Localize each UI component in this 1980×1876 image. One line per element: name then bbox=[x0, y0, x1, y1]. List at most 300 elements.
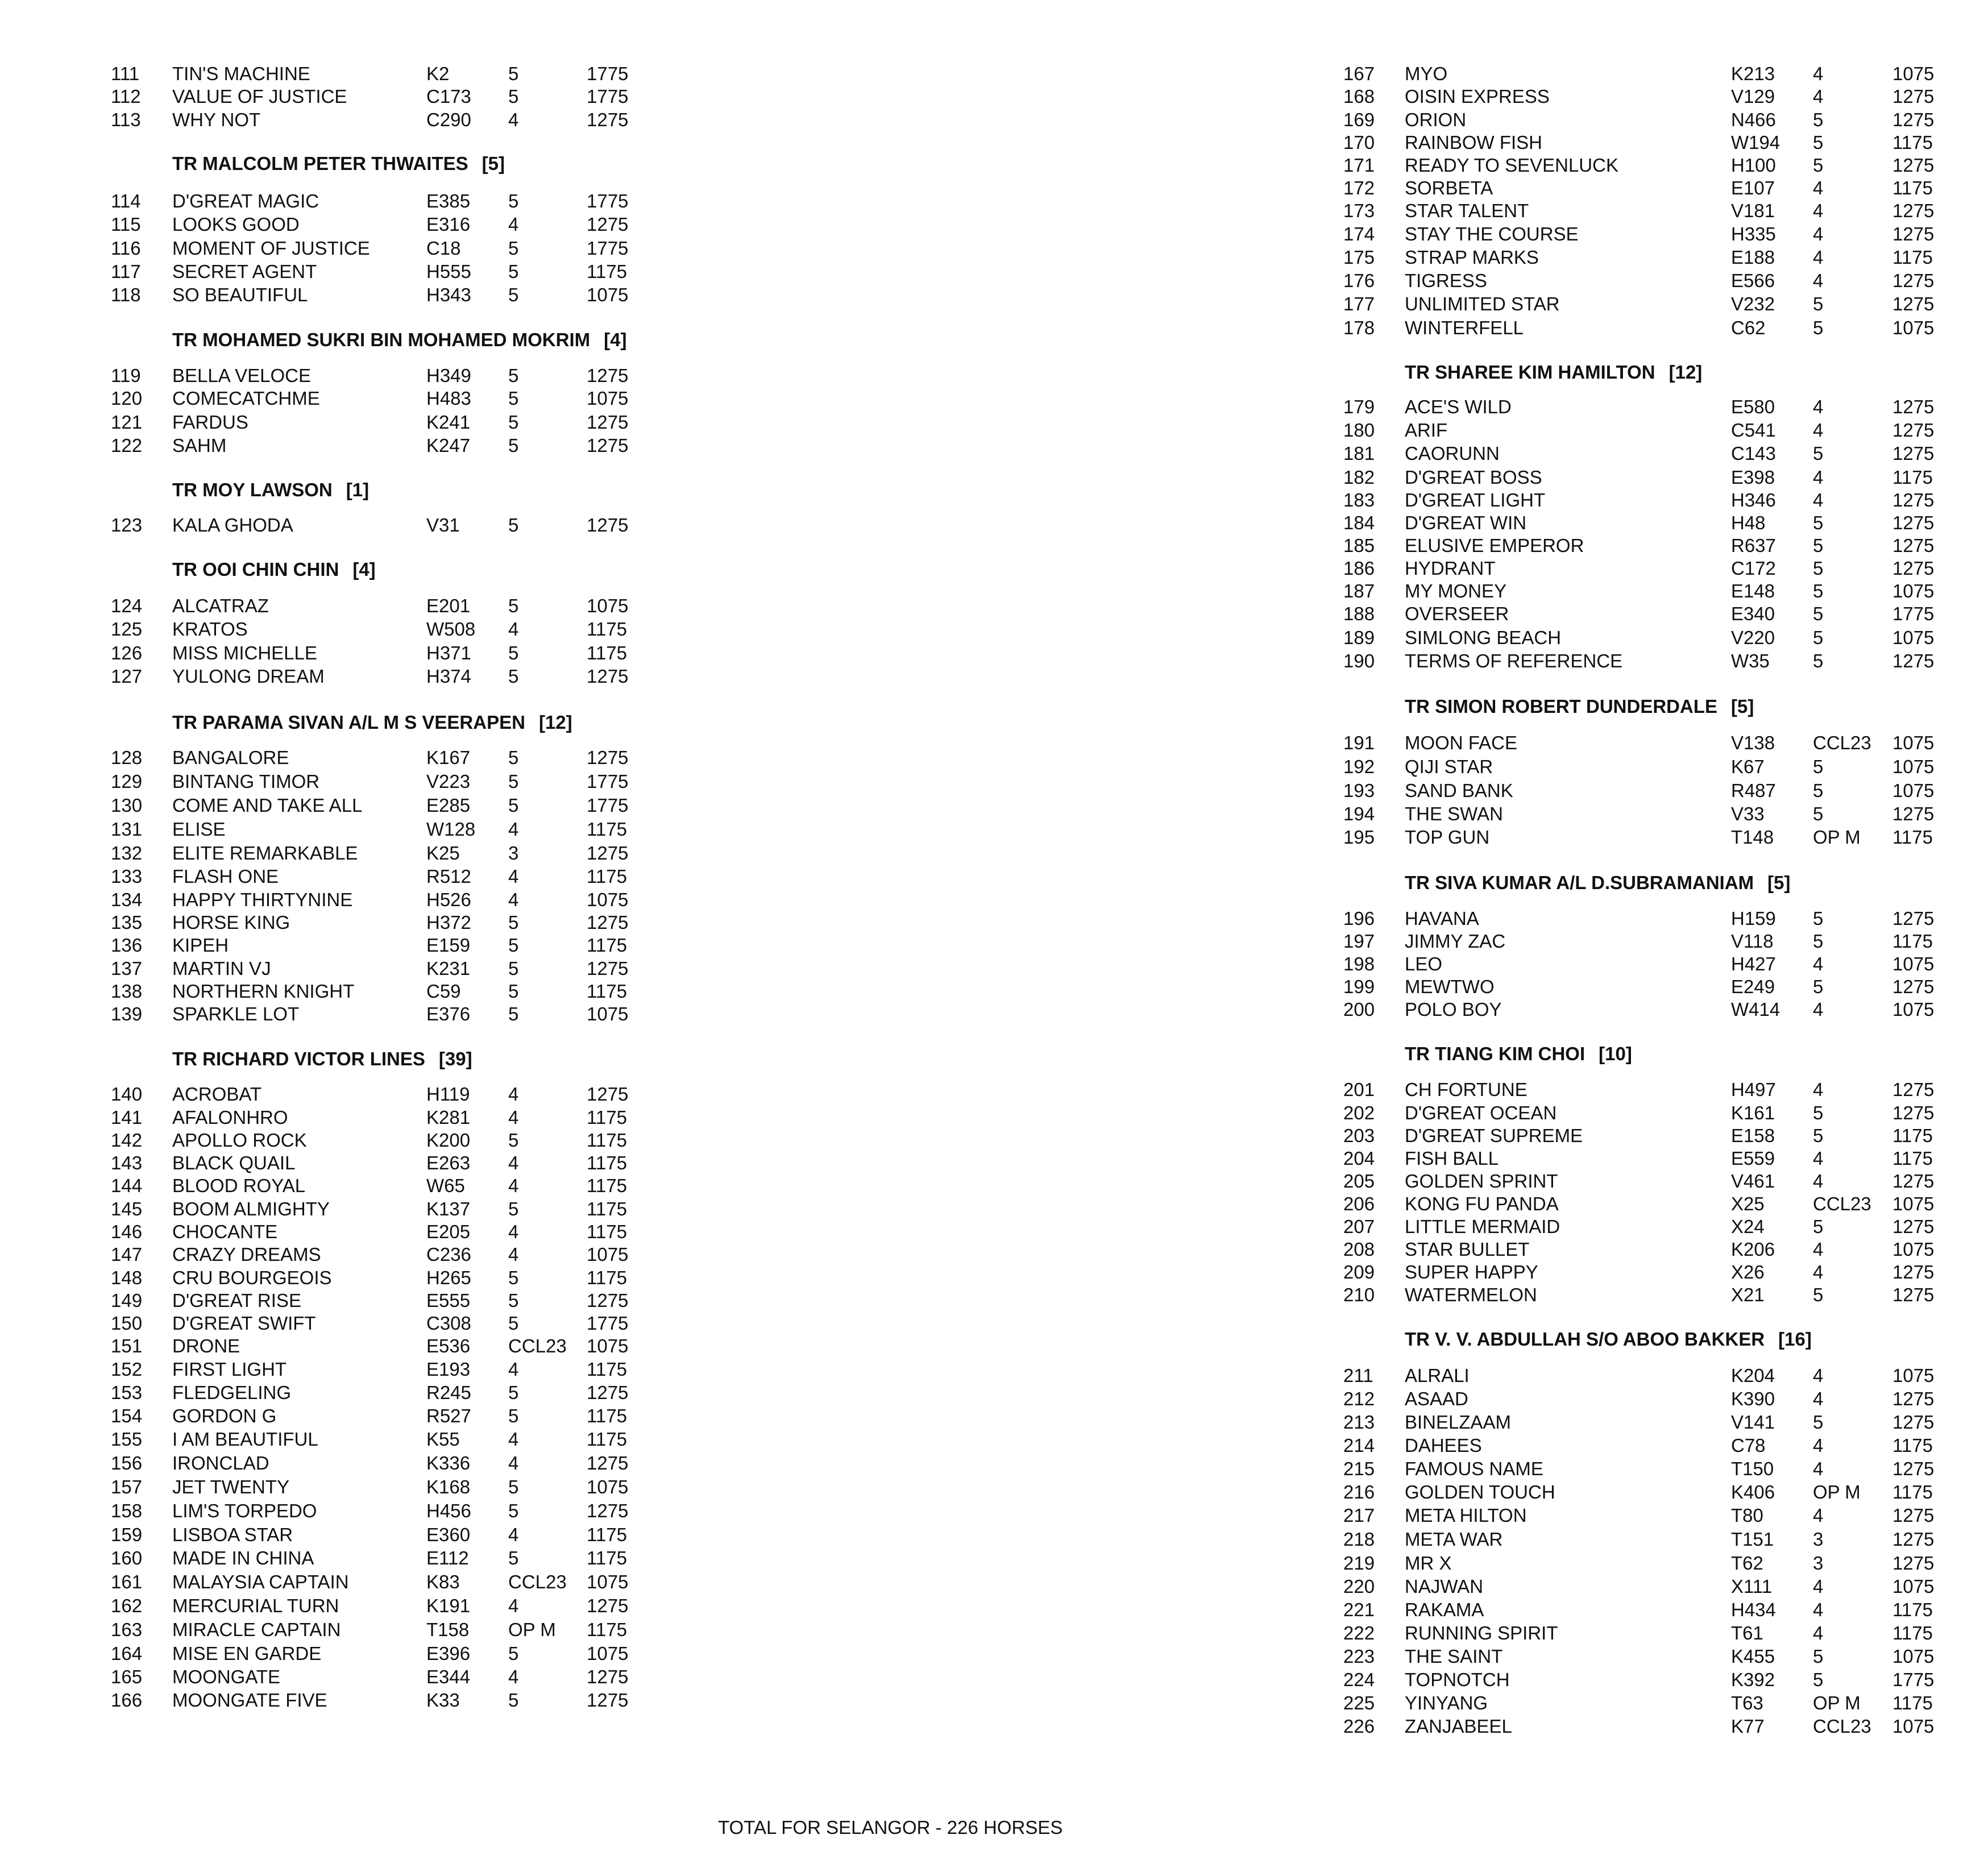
horse-rating: 4 bbox=[1813, 489, 1824, 510]
horse-name: STRAP MARKS bbox=[1405, 247, 1539, 268]
horse-value: 1275 bbox=[1892, 1388, 1935, 1409]
horse-code: H555 bbox=[426, 261, 471, 282]
horse-rating: 5 bbox=[508, 771, 519, 792]
horse-name: ELITE REMARKABLE bbox=[172, 842, 358, 864]
horse-row bbox=[1343, 1528, 1980, 1551]
horse-name: SAND BANK bbox=[1405, 780, 1513, 801]
horse-rating: 3 bbox=[1813, 1529, 1824, 1550]
horse-code: E112 bbox=[426, 1547, 469, 1568]
entry-number: 201 bbox=[1343, 1079, 1375, 1100]
horse-value: 1175 bbox=[587, 261, 627, 282]
horse-count: [5] bbox=[1767, 872, 1791, 893]
horse-row bbox=[1343, 557, 1980, 580]
horse-code: K241 bbox=[426, 412, 471, 433]
horse-value: 1075 bbox=[1892, 317, 1935, 338]
horse-name: KRATOS bbox=[172, 619, 248, 640]
horse-rating: 4 bbox=[1813, 270, 1824, 291]
horse-code: E249 bbox=[1731, 976, 1775, 997]
horse-rating: 5 bbox=[1813, 1669, 1824, 1690]
horse-row bbox=[111, 794, 748, 817]
horse-name: BINTANG TIMOR bbox=[172, 771, 320, 792]
entry-number: 191 bbox=[1343, 732, 1375, 753]
entry-number: 198 bbox=[1343, 953, 1375, 974]
horse-count: [4] bbox=[352, 559, 376, 580]
horse-value: 1175 bbox=[1892, 1148, 1933, 1169]
horse-name: CH FORTUNE bbox=[1405, 1079, 1527, 1100]
horse-code: E398 bbox=[1731, 467, 1775, 488]
horse-name: ZANJABEEL bbox=[1405, 1716, 1512, 1737]
horse-value: 1275 bbox=[587, 958, 629, 979]
horse-value: 1075 bbox=[1892, 580, 1935, 601]
horse-count: [4] bbox=[604, 329, 627, 350]
trainer-name: TR MALCOLM PETER THWAITES bbox=[172, 153, 468, 174]
trainer-header bbox=[172, 711, 572, 734]
entry-number: 133 bbox=[111, 866, 143, 887]
horse-name: ORION bbox=[1405, 109, 1467, 130]
entry-number: 199 bbox=[1343, 976, 1375, 997]
horse-name: SECRET AGENT bbox=[172, 261, 317, 282]
horse-rating: 5 bbox=[1813, 756, 1824, 777]
horse-code: K55 bbox=[426, 1429, 460, 1450]
horse-code: E340 bbox=[1731, 603, 1775, 624]
horse-rating: 5 bbox=[508, 1290, 519, 1311]
horse-row bbox=[1343, 1284, 1980, 1306]
entry-number: 120 bbox=[111, 388, 143, 409]
entry-number: 162 bbox=[111, 1595, 143, 1616]
entry-number: 171 bbox=[1343, 155, 1375, 176]
entry-number: 219 bbox=[1343, 1553, 1375, 1574]
horse-rating: 4 bbox=[1813, 200, 1824, 221]
horse-rating: CCL23 bbox=[1813, 732, 1871, 753]
horse-value: 1075 bbox=[1892, 1193, 1935, 1214]
horse-rating: 5 bbox=[508, 795, 519, 816]
entry-number: 125 bbox=[111, 619, 143, 640]
horse-name: IRONCLAD bbox=[172, 1452, 269, 1474]
horse-code: V31 bbox=[426, 514, 460, 536]
horse-rating: 5 bbox=[508, 981, 519, 1002]
horse-value: 1075 bbox=[587, 595, 629, 616]
horse-row bbox=[111, 1381, 748, 1404]
horse-code: V220 bbox=[1731, 627, 1775, 648]
horse-value: 1775 bbox=[587, 771, 629, 792]
entry-number: 205 bbox=[1343, 1171, 1375, 1192]
horse-rating: 4 bbox=[1813, 467, 1824, 488]
horse-value: 1275 bbox=[587, 435, 629, 456]
horse-row bbox=[1343, 223, 1980, 246]
horse-value: 1275 bbox=[1892, 512, 1935, 533]
horse-code: T61 bbox=[1731, 1622, 1763, 1643]
horse-value: 1075 bbox=[1892, 732, 1935, 753]
horse-code: H372 bbox=[426, 912, 471, 933]
horse-row bbox=[1343, 1715, 1980, 1738]
horse-value: 1775 bbox=[1892, 603, 1935, 624]
horse-row bbox=[1343, 603, 1980, 625]
horse-rating: 5 bbox=[1813, 1102, 1824, 1123]
horse-rating: 4 bbox=[1813, 396, 1824, 417]
horse-value: 1275 bbox=[587, 214, 629, 235]
horse-value: 1175 bbox=[587, 1619, 627, 1640]
horse-row bbox=[111, 1106, 748, 1129]
horse-name: MR X bbox=[1405, 1553, 1452, 1574]
horse-rating: 4 bbox=[508, 1666, 519, 1687]
horse-rating: 5 bbox=[1813, 580, 1824, 601]
horse-code: T148 bbox=[1731, 827, 1774, 848]
horse-row bbox=[111, 618, 748, 641]
horse-row bbox=[1343, 1504, 1980, 1527]
horse-rating: 5 bbox=[508, 63, 519, 84]
entry-number: 210 bbox=[1343, 1284, 1375, 1305]
trainer-name: TR RICHARD VICTOR LINES bbox=[172, 1048, 425, 1069]
entry-number: 151 bbox=[111, 1335, 143, 1356]
horse-code: K206 bbox=[1731, 1239, 1775, 1260]
horse-code: H349 bbox=[426, 365, 471, 386]
horse-value: 1775 bbox=[587, 238, 629, 259]
horse-row bbox=[111, 109, 748, 131]
horse-name: YULONG DREAM bbox=[172, 666, 325, 687]
horse-value: 1175 bbox=[1892, 931, 1933, 952]
entry-number: 196 bbox=[1343, 908, 1375, 929]
horse-name: META HILTON bbox=[1405, 1505, 1527, 1526]
horse-row bbox=[1343, 512, 1980, 534]
trainer-header bbox=[1405, 361, 1702, 384]
horse-value: 1175 bbox=[587, 1152, 627, 1173]
horse-row bbox=[111, 842, 748, 865]
horse-rating: 4 bbox=[508, 1175, 519, 1196]
horse-row bbox=[111, 1267, 748, 1289]
horse-name: STAR BULLET bbox=[1405, 1239, 1530, 1260]
horse-rating: 5 bbox=[508, 1690, 519, 1711]
horse-name: WINTERFELL bbox=[1405, 317, 1524, 338]
horse-value: 1175 bbox=[1892, 1435, 1933, 1456]
horse-row bbox=[1343, 930, 1980, 953]
horse-name: THE SWAN bbox=[1405, 803, 1503, 824]
horse-value: 1275 bbox=[587, 747, 629, 768]
horse-name: STAR TALENT bbox=[1405, 200, 1529, 221]
horse-value: 1275 bbox=[1892, 200, 1935, 221]
horse-code: T150 bbox=[1731, 1458, 1774, 1479]
horse-code: E566 bbox=[1731, 270, 1775, 291]
entry-number: 118 bbox=[111, 284, 141, 305]
entry-number: 181 bbox=[1343, 443, 1375, 464]
horse-code: K231 bbox=[426, 958, 471, 979]
horse-name: MIRACLE CAPTAIN bbox=[172, 1619, 341, 1640]
horse-rating: 4 bbox=[1813, 223, 1824, 244]
horse-rating: 5 bbox=[508, 1198, 519, 1219]
horse-rating: 5 bbox=[508, 365, 519, 386]
horse-rating: 4 bbox=[508, 619, 519, 640]
horse-code: K200 bbox=[426, 1130, 471, 1151]
entry-number: 123 bbox=[111, 514, 143, 536]
horse-value: 1275 bbox=[1892, 558, 1935, 579]
horse-code: K25 bbox=[426, 842, 460, 864]
horse-row bbox=[1343, 1364, 1980, 1387]
horse-value: 1075 bbox=[1892, 1239, 1935, 1260]
horse-row bbox=[111, 364, 748, 387]
entry-number: 142 bbox=[111, 1130, 143, 1151]
horse-name: TIGRESS bbox=[1405, 270, 1487, 291]
entry-number: 202 bbox=[1343, 1102, 1375, 1123]
total-summary: TOTAL FOR SELANGOR - 226 HORSES bbox=[718, 1817, 1063, 1838]
horse-code: H526 bbox=[426, 889, 471, 910]
entry-number: 177 bbox=[1343, 293, 1375, 314]
horse-value: 1175 bbox=[1892, 1692, 1933, 1713]
horse-value: 1275 bbox=[587, 842, 629, 864]
horse-rating: 4 bbox=[508, 1221, 519, 1242]
entry-number: 213 bbox=[1343, 1412, 1375, 1433]
entry-number: 211 bbox=[1343, 1365, 1373, 1386]
horse-code: E158 bbox=[1731, 1125, 1775, 1146]
horse-row bbox=[1343, 1124, 1980, 1147]
horse-count: [5] bbox=[1731, 696, 1754, 717]
horse-code: E536 bbox=[426, 1335, 471, 1356]
trainer-name: TR PARAMA SIVAN A/L M S VEERAPEN bbox=[172, 712, 525, 733]
horse-row bbox=[1343, 131, 1980, 154]
horse-name: MEWTWO bbox=[1405, 976, 1495, 997]
horse-name: D'GREAT RISE bbox=[172, 1290, 301, 1311]
horse-code: C290 bbox=[426, 109, 471, 130]
horse-row bbox=[1343, 246, 1980, 269]
horse-row bbox=[1343, 1552, 1980, 1575]
horse-count: [1] bbox=[346, 479, 370, 500]
horse-row bbox=[1343, 626, 1980, 649]
entry-number: 137 bbox=[111, 958, 143, 979]
horse-name: UNLIMITED STAR bbox=[1405, 293, 1560, 314]
horse-rating: 4 bbox=[1813, 1079, 1824, 1100]
horse-rating: 3 bbox=[508, 842, 519, 864]
horse-value: 1175 bbox=[587, 1198, 627, 1219]
entry-number: 209 bbox=[1343, 1261, 1375, 1283]
horse-name: SUPER HAPPY bbox=[1405, 1261, 1538, 1283]
horse-code: E396 bbox=[426, 1643, 471, 1664]
horse-code: H434 bbox=[1731, 1599, 1776, 1620]
horse-name: MERCURIAL TURN bbox=[172, 1595, 339, 1616]
entry-number: 206 bbox=[1343, 1193, 1375, 1214]
horse-value: 1175 bbox=[1892, 1622, 1933, 1643]
horse-value: 1275 bbox=[587, 1500, 629, 1521]
horse-row bbox=[111, 1312, 748, 1335]
horse-name: I AM BEAUTIFUL bbox=[172, 1429, 318, 1450]
horse-code: H159 bbox=[1731, 908, 1776, 929]
horse-rating: 5 bbox=[1813, 512, 1824, 533]
horse-row bbox=[1343, 1170, 1980, 1193]
entry-number: 114 bbox=[111, 190, 141, 211]
horse-name: MADE IN CHINA bbox=[172, 1547, 314, 1568]
horse-code: W128 bbox=[426, 819, 476, 840]
horse-rating: 4 bbox=[508, 1107, 519, 1128]
horse-row bbox=[111, 190, 748, 213]
horse-row bbox=[111, 63, 748, 85]
horse-name: NORTHERN KNIGHT bbox=[172, 981, 355, 1002]
horse-row bbox=[111, 1289, 748, 1312]
horse-value: 1275 bbox=[1892, 1553, 1935, 1574]
horse-value: 1075 bbox=[1892, 627, 1935, 648]
horse-code: C308 bbox=[426, 1313, 471, 1334]
horse-row bbox=[111, 1595, 748, 1617]
horse-name: MALAYSIA CAPTAIN bbox=[172, 1571, 349, 1592]
horse-code: E559 bbox=[1731, 1148, 1775, 1169]
horse-row bbox=[111, 1003, 748, 1026]
horse-name: ACE'S WILD bbox=[1405, 396, 1512, 417]
entry-number: 175 bbox=[1343, 247, 1375, 268]
horse-rating: 5 bbox=[1813, 155, 1824, 176]
entry-number: 218 bbox=[1343, 1529, 1375, 1550]
entry-number: 139 bbox=[111, 1003, 143, 1024]
entry-number: 184 bbox=[1343, 512, 1375, 533]
horse-rating: 5 bbox=[1813, 443, 1824, 464]
horse-row bbox=[1343, 317, 1980, 339]
horse-value: 1275 bbox=[587, 1452, 629, 1474]
horse-name: D'GREAT LIGHT bbox=[1405, 489, 1546, 510]
horse-code: E360 bbox=[426, 1524, 471, 1545]
horse-code: K390 bbox=[1731, 1388, 1775, 1409]
horse-rating: 4 bbox=[508, 1152, 519, 1173]
entry-number: 130 bbox=[111, 795, 143, 816]
horse-row bbox=[111, 1547, 748, 1570]
entry-number: 116 bbox=[111, 238, 141, 259]
horse-code: V138 bbox=[1731, 732, 1775, 753]
horse-row bbox=[111, 1689, 748, 1712]
entry-number: 148 bbox=[111, 1267, 143, 1288]
horse-rating: 5 bbox=[508, 1382, 519, 1403]
horse-value: 1075 bbox=[1892, 1646, 1935, 1667]
horse-row bbox=[111, 957, 748, 980]
horse-row bbox=[1343, 177, 1980, 200]
trainer-name: TR SHAREE KIM HAMILTON bbox=[1405, 362, 1655, 383]
horse-code: E107 bbox=[1731, 177, 1775, 198]
horse-rating: 5 bbox=[508, 747, 519, 768]
horse-name: ELUSIVE EMPEROR bbox=[1405, 535, 1584, 556]
horse-code: H456 bbox=[426, 1500, 471, 1521]
horse-code: K406 bbox=[1731, 1481, 1775, 1503]
horse-name: AFALONHRO bbox=[172, 1107, 288, 1128]
trainer-name: TR MOY LAWSON bbox=[172, 479, 333, 500]
entry-number: 126 bbox=[111, 642, 143, 663]
horse-code: W35 bbox=[1731, 650, 1770, 671]
horse-rating: 5 bbox=[508, 261, 519, 282]
horse-rating: 4 bbox=[1813, 86, 1824, 107]
horse-name: JET TWENTY bbox=[172, 1476, 289, 1497]
entry-number: 150 bbox=[111, 1313, 143, 1334]
horse-code: E188 bbox=[1731, 247, 1775, 268]
horse-code: C143 bbox=[1731, 443, 1776, 464]
horse-name: FLASH ONE bbox=[172, 866, 279, 887]
horse-row bbox=[1343, 1261, 1980, 1284]
horse-rating: 3 bbox=[1813, 1553, 1824, 1574]
horse-rating: 5 bbox=[1813, 293, 1824, 314]
horse-rating: 5 bbox=[508, 912, 519, 933]
entry-number: 187 bbox=[1343, 580, 1375, 601]
horse-name: CRU BOURGEOIS bbox=[172, 1267, 332, 1288]
horse-code: E285 bbox=[426, 795, 471, 816]
horse-value: 1175 bbox=[587, 1524, 627, 1545]
horse-count: [12] bbox=[1668, 362, 1703, 383]
horse-rating: 4 bbox=[1813, 1505, 1824, 1526]
horse-value: 1275 bbox=[1892, 420, 1935, 441]
horse-rating: 4 bbox=[1813, 1388, 1824, 1409]
horse-name: KALA GHODA bbox=[172, 514, 293, 536]
horse-name: ACROBAT bbox=[172, 1084, 262, 1105]
horse-rating: 5 bbox=[508, 642, 519, 663]
horse-name: BELLA VELOCE bbox=[172, 365, 311, 386]
horse-rating: 4 bbox=[1813, 177, 1824, 198]
horse-name: RUNNING SPIRIT bbox=[1405, 1622, 1558, 1643]
entry-number: 136 bbox=[111, 935, 143, 956]
horse-row bbox=[1343, 269, 1980, 292]
horse-rating: 4 bbox=[1813, 1599, 1824, 1620]
horse-rating: 5 bbox=[1813, 650, 1824, 671]
horse-value: 1175 bbox=[587, 1547, 627, 1568]
horse-code: T80 bbox=[1731, 1505, 1763, 1526]
horse-value: 1275 bbox=[587, 109, 629, 130]
horse-row bbox=[111, 284, 748, 306]
horse-row bbox=[1343, 826, 1980, 849]
horse-name: YINYANG bbox=[1405, 1692, 1488, 1713]
horse-count: [12] bbox=[538, 712, 572, 733]
entry-number: 166 bbox=[111, 1690, 143, 1711]
horse-name: MISE EN GARDE bbox=[172, 1643, 322, 1664]
horse-name: POLO BOY bbox=[1405, 999, 1502, 1020]
entry-number: 141 bbox=[111, 1107, 143, 1128]
horse-row bbox=[1343, 154, 1980, 177]
horse-row bbox=[111, 911, 748, 934]
entry-number: 223 bbox=[1343, 1646, 1375, 1667]
entry-number: 121 bbox=[111, 412, 143, 433]
entry-number: 140 bbox=[111, 1084, 143, 1105]
horse-code: H483 bbox=[426, 388, 471, 409]
horse-row bbox=[111, 260, 748, 283]
horse-value: 1275 bbox=[1892, 1529, 1935, 1550]
horse-rating: 5 bbox=[1813, 109, 1824, 130]
horse-name: SORBETA bbox=[1405, 177, 1493, 198]
horse-name: ASAAD bbox=[1405, 1388, 1468, 1409]
horse-value: 1075 bbox=[1892, 1716, 1935, 1737]
horse-rating: 5 bbox=[1813, 1216, 1824, 1237]
horse-value: 1075 bbox=[587, 889, 629, 910]
horse-code: V232 bbox=[1731, 293, 1775, 314]
horse-rating: 5 bbox=[508, 190, 519, 211]
horse-value: 1275 bbox=[587, 912, 629, 933]
horse-name: DAHEES bbox=[1405, 1435, 1482, 1456]
entry-number: 143 bbox=[111, 1152, 143, 1173]
entry-number: 156 bbox=[111, 1452, 143, 1474]
horse-name: HORSE KING bbox=[172, 912, 290, 933]
horse-rating: 4 bbox=[1813, 1261, 1824, 1283]
horse-code: T151 bbox=[1731, 1529, 1774, 1550]
horse-value: 1075 bbox=[587, 1244, 629, 1265]
horse-name: LEO bbox=[1405, 953, 1443, 974]
horse-value: 1175 bbox=[587, 866, 627, 887]
entry-number: 157 bbox=[111, 1476, 143, 1497]
entry-number: 212 bbox=[1343, 1388, 1375, 1409]
horse-row bbox=[1343, 85, 1980, 108]
horse-value: 1275 bbox=[1892, 1079, 1935, 1100]
entry-number: 190 bbox=[1343, 650, 1375, 671]
horse-row bbox=[1343, 1669, 1980, 1691]
horse-value: 1075 bbox=[587, 1643, 629, 1664]
entry-number: 167 bbox=[1343, 63, 1375, 84]
horse-code: K2 bbox=[426, 63, 450, 84]
horse-row bbox=[111, 1129, 748, 1152]
horse-code: K168 bbox=[426, 1476, 471, 1497]
horse-row bbox=[111, 1618, 748, 1641]
horse-rating: 5 bbox=[1813, 976, 1824, 997]
horse-name: WATERMELON bbox=[1405, 1284, 1537, 1305]
horse-row bbox=[111, 595, 748, 617]
horse-code: T62 bbox=[1731, 1553, 1763, 1574]
horse-row bbox=[1343, 1193, 1980, 1215]
horse-name: D'GREAT BOSS bbox=[1405, 467, 1542, 488]
horse-value: 1775 bbox=[587, 1313, 629, 1334]
